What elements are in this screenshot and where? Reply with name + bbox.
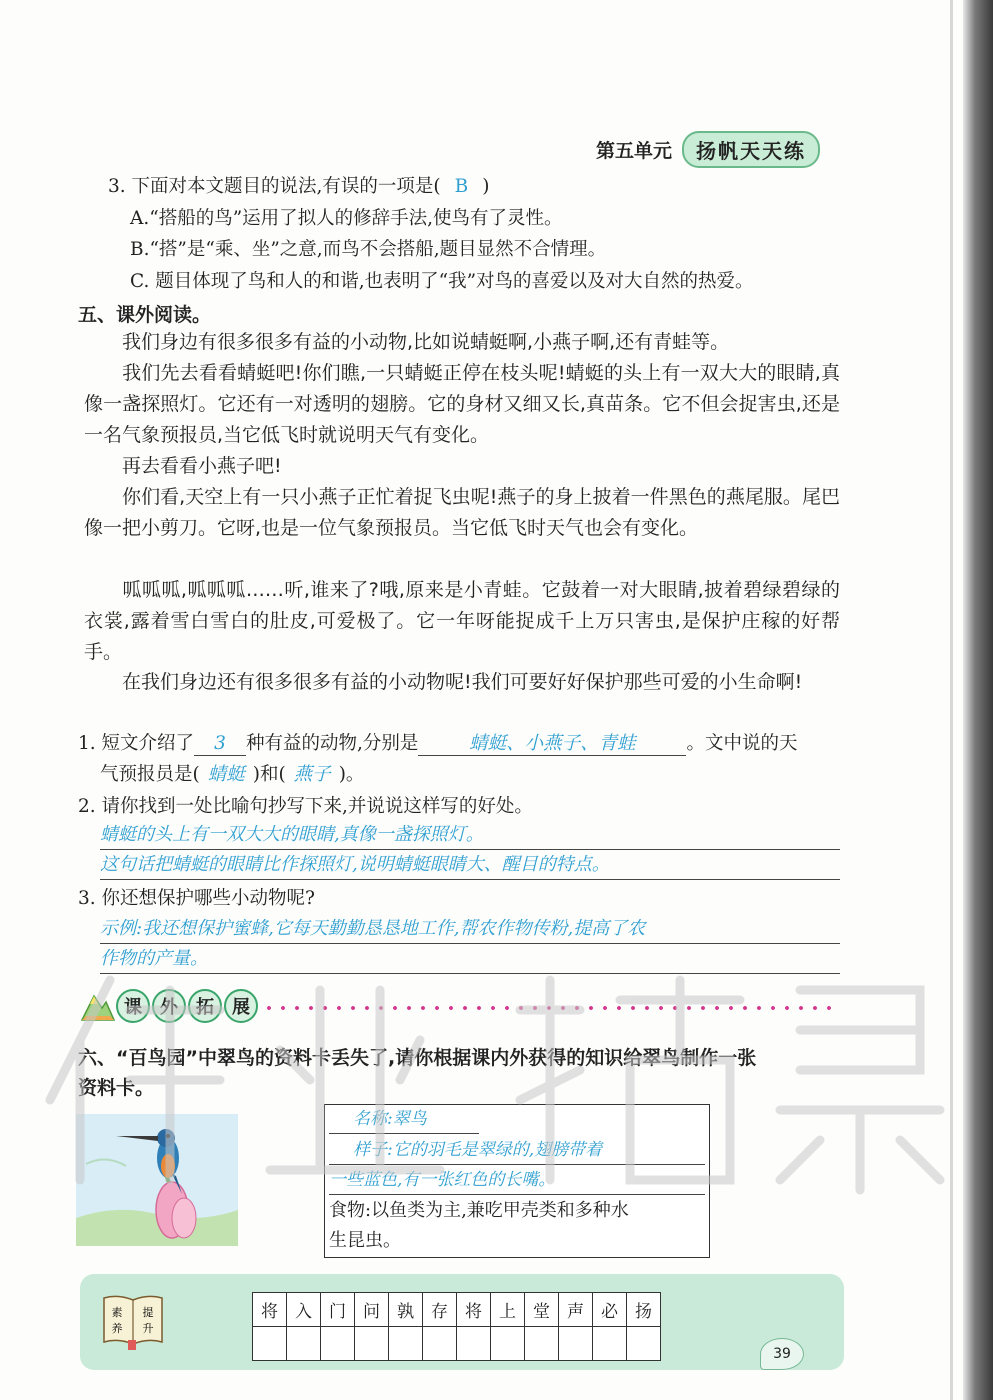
- card-appearance-1: 样子:它的羽毛是翠绿的,翅膀带着: [353, 1140, 603, 1160]
- question-1-cont: 气预报员是( 蜻蜓 )和( 燕子 )。: [100, 764, 365, 785]
- card-rule: [329, 1194, 705, 1195]
- practice-char: 上: [491, 1293, 525, 1327]
- extension-heading: [80, 988, 260, 1024]
- question-3-prev: 3. 下面对本文题目的说法,有误的一项是( B ): [108, 176, 490, 197]
- write-cell[interactable]: [593, 1327, 627, 1361]
- practice-char: 问: [355, 1293, 389, 1327]
- practice-char: 入: [287, 1293, 321, 1327]
- task-6-line-2: 资料卡。: [78, 1077, 155, 1099]
- answer-line: 示例:我还想保护蜜蜂,它每天勤勤恳恳地工作,帮农作物传粉,提高了农: [100, 914, 840, 944]
- write-cell[interactable]: [559, 1327, 593, 1361]
- write-cell[interactable]: [355, 1327, 389, 1361]
- answer-count: 3: [194, 733, 246, 756]
- book-char: 养: [111, 1322, 123, 1335]
- reading-paragraph: 再去看看小燕子吧!: [122, 455, 282, 477]
- card-rule: [329, 1133, 479, 1134]
- answer-b: B: [454, 176, 469, 197]
- brand-badge: 扬帆天天练: [682, 131, 820, 168]
- write-cell[interactable]: [491, 1327, 525, 1361]
- write-cell[interactable]: [423, 1327, 457, 1361]
- reading-paragraph: 你们看,天空上有一只小燕子正忙着捉飞虫呢!燕子的身上披着一件黑色的燕尾服。尾巴像一把小剪刀。它呀,也是一位气象预报员。当它低飞时天气也会有变化。: [84, 486, 840, 539]
- write-cell[interactable]: [389, 1327, 423, 1361]
- heading-char: 课: [116, 989, 150, 1023]
- card-appearance-2: 一些蓝色,有一张红色的长嘴。: [329, 1170, 556, 1190]
- practice-char: 堂: [525, 1293, 559, 1327]
- option-c: C. 题目体现了鸟和人的和谐,也表明了“我”对鸟的喜爱以及对大自然的热爱。: [130, 271, 754, 292]
- option-a: A.“搭船的鸟”运用了拟人的修辞手法,使鸟有了灵性。: [130, 208, 563, 229]
- heading-char: 外: [152, 989, 186, 1023]
- practice-char: 声: [559, 1293, 593, 1327]
- write-cell[interactable]: [525, 1327, 559, 1361]
- card-food-2: 生昆虫。: [329, 1230, 401, 1251]
- answer-line: 这句话把蜻蜓的眼睛比作探照灯,说明蜻蜓眼睛大、醒目的特点。: [100, 850, 840, 880]
- write-cell[interactable]: [627, 1327, 661, 1361]
- reading-paragraph: 在我们身边还有很多很多有益的小动物呢!我们可要好好保护那些可爱的小生命啊!: [122, 671, 803, 693]
- page-header: [596, 132, 820, 166]
- question-2: 2. 请你找到一处比喻句抄写下来,并说说这样写的好处。: [78, 796, 533, 817]
- write-cell[interactable]: [457, 1327, 491, 1361]
- practice-char: 存: [423, 1293, 457, 1327]
- heading-char: 拓: [188, 989, 222, 1023]
- kingfisher-illustration: [76, 1114, 238, 1246]
- kingfisher-info-card: [324, 1104, 710, 1258]
- write-cell[interactable]: [321, 1327, 355, 1361]
- practice-char: 孰: [389, 1293, 423, 1327]
- card-food-1: 食物:以鱼类为主,兼吃甲壳类和多种水: [329, 1200, 629, 1221]
- unit-label: 第五单元: [596, 139, 673, 162]
- reading-paragraph: 呱呱呱,呱呱呱……听,谁来了?哦,原来是小青蛙。它鼓着一对大眼睛,披着碧绿碧绿的衣裳,露着雪白雪白的肚皮,可爱极了。它一年呀能捉成千上万只害虫,是保护庄稼的好帮手。: [84, 579, 840, 663]
- page-number: 39: [760, 1338, 804, 1370]
- option-b: B.“搭”是“乘、坐”之意,而鸟不会搭船,题目显然不合情理。: [130, 239, 607, 260]
- answer-line: 作物的产量。: [100, 944, 840, 974]
- card-rule: [329, 1164, 705, 1165]
- answer-forecaster-1: 蜻蜓: [207, 764, 245, 785]
- footer-practice-band: [80, 1274, 844, 1370]
- practice-char: 将: [253, 1293, 287, 1327]
- book-icon: [100, 1292, 166, 1350]
- book-char: 升: [142, 1322, 154, 1335]
- dotted-divider: [262, 1006, 840, 1010]
- write-cell[interactable]: [253, 1327, 287, 1361]
- reading-paragraph: 我们先去看看蜻蜓吧!你们瞧,一只蜻蜓正停在枝头呢!蜻蜓的头上有一双大大的眼睛,真像一盏探照灯。它还有一对透明的翅膀。它的身材又细又长,真苗条。它不但会捉害虫,还是一名气象预报员,当它低飞时就说明天气有变化。: [84, 362, 840, 446]
- practice-char: 门: [321, 1293, 355, 1327]
- practice-char: 将: [457, 1293, 491, 1327]
- question-3: 3. 你还想保护哪些小动物呢?: [78, 888, 315, 909]
- practice-char: 必: [593, 1293, 627, 1327]
- question-1: 1. 短文介绍了 3 种有益的动物,分别是 蜻蜓、小燕子、青蛙 。文中说的天: [78, 733, 798, 754]
- practice-char: 扬: [627, 1293, 661, 1327]
- section-5-title: 五、课外阅读。: [78, 304, 212, 326]
- book-char: 素: [111, 1306, 123, 1319]
- mountain-icon: [80, 988, 116, 1024]
- answer-forecaster-2: 燕子: [293, 764, 331, 785]
- page-edge-line: [950, 0, 953, 1400]
- heading-char: 展: [224, 989, 258, 1023]
- binding-edge: [963, 0, 993, 1400]
- task-6-line-1: 六、“百鸟园”中翠鸟的资料卡丢失了,请你根据课内外获得的知识给翠鸟制作一张: [78, 1047, 757, 1069]
- write-cell[interactable]: [287, 1327, 321, 1361]
- answer-line: 蜻蜓的头上有一双大大的眼睛,真像一盏探照灯。: [100, 820, 840, 850]
- character-practice-grid: [252, 1292, 661, 1361]
- answer-animals: 蜻蜓、小燕子、青蛙: [418, 733, 686, 756]
- reading-paragraph: 我们身边有很多很多有益的小动物,比如说蜻蜓啊,小燕子啊,还有青蛙等。: [122, 331, 730, 353]
- card-name: 名称:翠鸟: [353, 1109, 427, 1129]
- book-char: 提: [142, 1306, 154, 1319]
